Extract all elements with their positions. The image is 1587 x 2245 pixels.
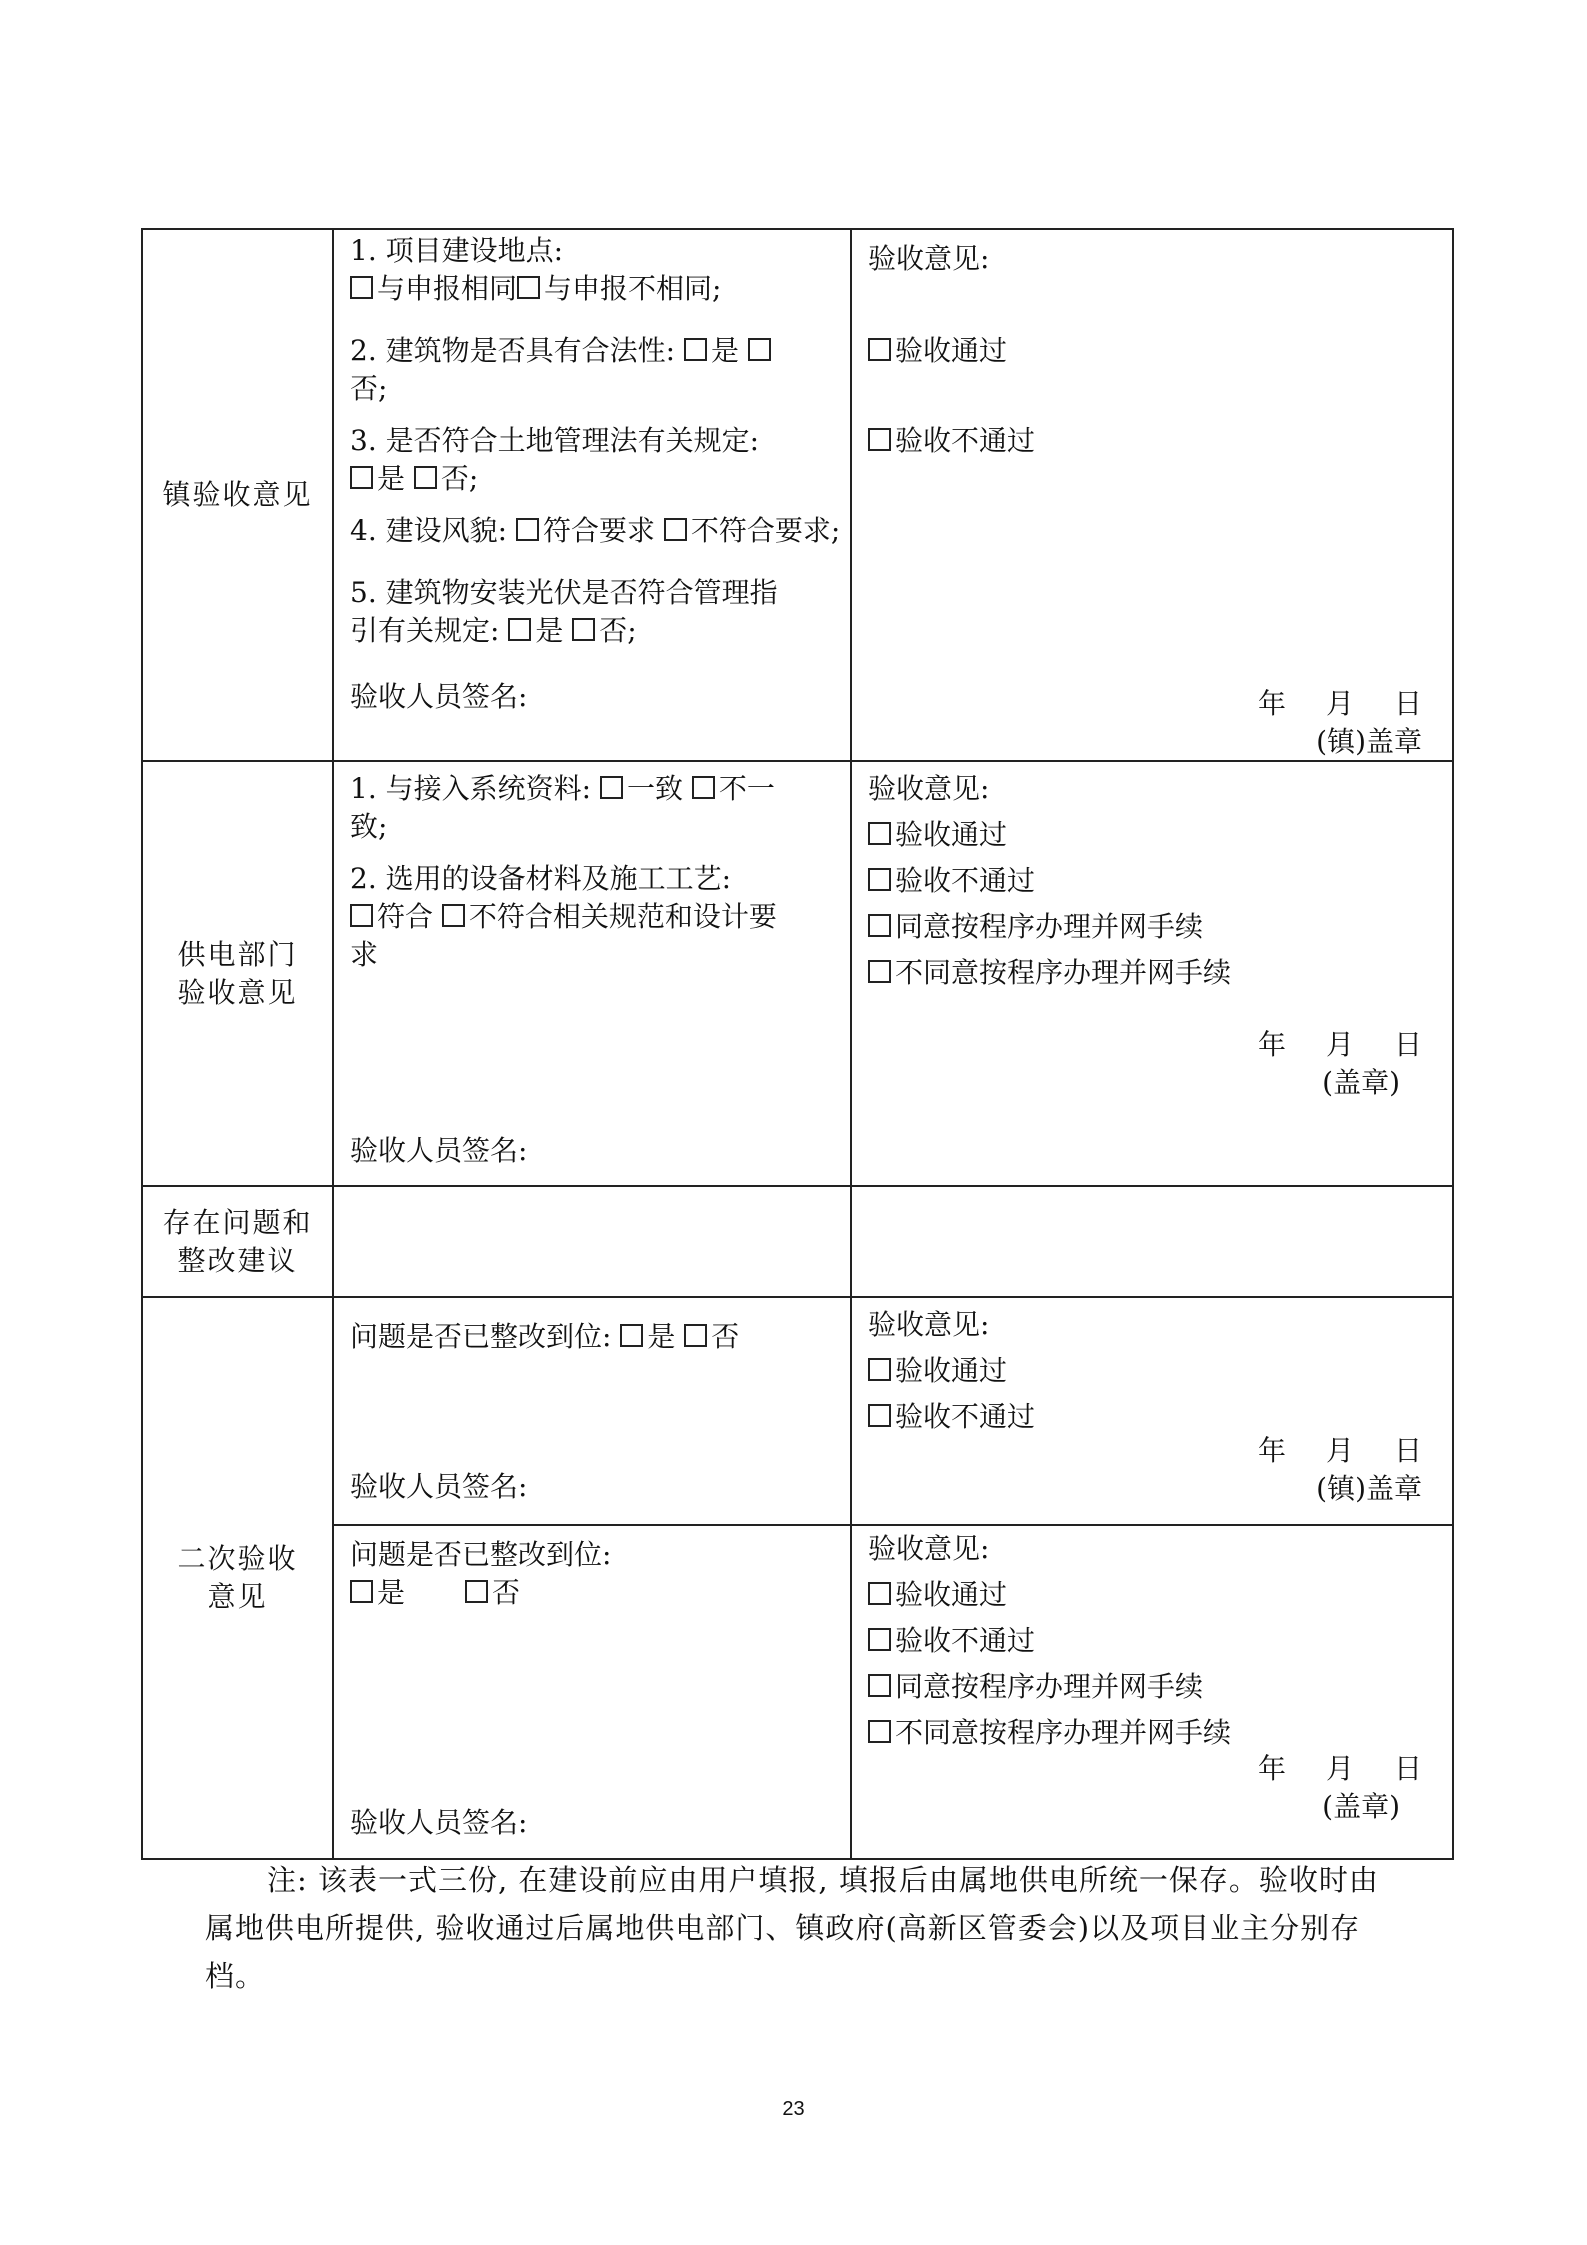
second-1-stamp: (镇)盖章 [1316, 1472, 1422, 1505]
power-row [142, 761, 1453, 1186]
issues-label-line2: 整改建议 [177, 1243, 298, 1277]
issues-label-line1: 存在问题和 [162, 1205, 313, 1239]
second-2-opinion-title: 验收意见: [868, 1532, 990, 1565]
second-1-opinion-cell [851, 1297, 1453, 1525]
power-label-line2: 验收意见 [177, 975, 298, 1009]
checkbox-power-fail[interactable] [868, 868, 891, 891]
power-label [142, 761, 333, 1186]
second-label [142, 1297, 333, 1859]
second-1-option-fail[interactable]: 验收不通过 [868, 1398, 1440, 1436]
town-label [142, 229, 333, 761]
checkbox-second-2-yes[interactable] [350, 1580, 373, 1603]
town-signature-label: 验收人员签名: [350, 680, 528, 713]
checkbox-style-noncompliant[interactable] [664, 518, 687, 541]
page-number: 23 [782, 2098, 805, 2120]
checkbox-pv-no[interactable] [572, 618, 595, 641]
second-2-option-reject-grid[interactable]: 不同意按程序办理并网手续 [868, 1714, 1440, 1752]
town-label-text: 镇验收意见 [162, 478, 313, 511]
second-2-stamp: (盖章) [1322, 1790, 1400, 1823]
town-item-5-options: 引有关规定: 是 否; [350, 614, 637, 647]
power-option-approve-grid[interactable]: 同意按程序办理并网手续 [868, 908, 1440, 946]
checkbox-town-fail[interactable] [868, 428, 891, 451]
checkbox-meets-spec[interactable] [350, 904, 373, 927]
power-opinion-cell [851, 761, 1453, 1186]
second-2-date: 年 月 日 [1257, 1752, 1422, 1785]
town-opinion-cell [851, 229, 1453, 761]
checkbox-style-compliant[interactable] [516, 518, 539, 541]
checkbox-town-pass[interactable] [868, 338, 891, 361]
checkbox-second-2-no[interactable] [465, 1580, 488, 1603]
checkbox-inconsistent[interactable] [692, 776, 715, 799]
town-item-1: 1. 项目建设地点: [350, 234, 564, 267]
town-item-2: 2. 建筑物是否具有合法性: 是 [350, 332, 838, 370]
second-2-opinion-cell [851, 1525, 1453, 1859]
second-1-opinion-title: 验收意见: [868, 1308, 990, 1341]
power-item-2-options: 符合 不符合相关规范和设计要 [350, 898, 838, 936]
second-row-1 [142, 1297, 1453, 1525]
checkbox-different-from-declared[interactable] [517, 276, 540, 299]
power-option-pass[interactable]: 验收通过 [868, 816, 1440, 854]
power-item-1: 1. 与接入系统资料: 一致 不一 [350, 772, 775, 805]
power-signature-label: 验收人员签名: [350, 1134, 528, 1167]
town-item-1-options: 与申报相同 与申报不相同; [350, 270, 838, 308]
town-stamp: (镇)盖章 [1316, 725, 1422, 758]
power-item-2: 2. 选用的设备材料及施工工艺: [350, 862, 732, 895]
checkbox-power-pass[interactable] [868, 822, 891, 845]
town-item-3: 3. 是否符合土地管理法有关规定: [350, 424, 760, 457]
second-label-line2: 意见 [207, 1580, 268, 1613]
checkbox-legal-yes[interactable] [684, 338, 707, 361]
power-opinion-title: 验收意见: [868, 772, 990, 805]
checkbox-second-2-fail[interactable] [868, 1628, 891, 1651]
second-1-date: 年 月 日 [1257, 1434, 1422, 1467]
issues-label [142, 1186, 333, 1297]
town-item-4: 4. 建设风貌: 符合要求 不符合要求; [350, 514, 841, 547]
checkbox-second-2-approve-grid[interactable] [868, 1674, 891, 1697]
town-option-pass[interactable]: 验收通过 [868, 332, 1440, 370]
checkbox-land-no[interactable] [414, 466, 437, 489]
second-2-option-fail[interactable]: 验收不通过 [868, 1622, 1440, 1660]
second-1-checklist-cell [333, 1297, 851, 1525]
town-item-3-options: 是 否; [350, 460, 838, 498]
power-option-reject-grid[interactable]: 不同意按程序办理并网手续 [868, 954, 1440, 992]
second-2-option-pass[interactable]: 验收通过 [868, 1576, 1440, 1614]
checkbox-second-1-no[interactable] [684, 1324, 707, 1347]
second-2-option-approve-grid[interactable]: 同意按程序办理并网手续 [868, 1668, 1440, 1706]
second-row-2 [142, 1525, 1453, 1859]
checkbox-power-approve-grid[interactable] [868, 914, 891, 937]
checkbox-power-reject-grid[interactable] [868, 960, 891, 983]
issues-opinion-cell[interactable] [851, 1186, 1453, 1297]
power-date: 年 月 日 [1257, 1028, 1422, 1061]
checkbox-same-as-declared[interactable] [350, 276, 373, 299]
second-2-checklist-cell [333, 1525, 851, 1859]
checkbox-second-2-reject-grid[interactable] [868, 1720, 891, 1743]
checkbox-consistent[interactable] [600, 776, 623, 799]
second-label-line1: 二次验收 [177, 1542, 298, 1575]
power-label-line1: 供电部门 [177, 937, 298, 971]
issues-input-cell[interactable] [333, 1186, 851, 1297]
power-item-2-cont: 求 [350, 938, 379, 971]
power-item-1-cont: 致; [350, 810, 388, 843]
town-item-5: 5. 建筑物安装光伏是否符合管理指 [350, 576, 778, 609]
town-option-fail[interactable]: 验收不通过 [868, 422, 1440, 460]
checkbox-second-1-pass[interactable] [868, 1358, 891, 1381]
footnote-text: 注: 该表一式三份, 在建设前应由用户填报, 填报后由属地供电所统一保存。验收时由属地供电所提供, 验收通过后属地供电部门、镇政府(高新区管委会)以及项目业主分别存档。 [205, 1863, 1379, 1993]
power-checklist-cell [333, 761, 851, 1186]
checkbox-not-meets-spec[interactable] [442, 904, 465, 927]
power-option-fail[interactable]: 验收不通过 [868, 862, 1440, 900]
second-1-option-pass[interactable]: 验收通过 [868, 1352, 1440, 1390]
town-date: 年 月 日 [1257, 687, 1422, 720]
checkbox-legal-no[interactable] [748, 338, 771, 361]
checkbox-land-yes[interactable] [350, 466, 373, 489]
checkbox-second-1-fail[interactable] [868, 1404, 891, 1427]
town-item-2-cont: 否; [350, 372, 388, 405]
town-checklist-cell [333, 229, 851, 761]
power-stamp: (盖章) [1322, 1066, 1400, 1099]
acceptance-form-table [141, 228, 1454, 1860]
second-2-options: 是 否 [350, 1574, 838, 1612]
footnote [205, 1856, 1395, 2000]
second-2-signature-label: 验收人员签名: [350, 1806, 528, 1839]
second-2-question: 问题是否已整改到位: [350, 1538, 612, 1571]
issues-row [142, 1186, 1453, 1297]
second-1-signature-label: 验收人员签名: [350, 1470, 528, 1503]
checkbox-pv-yes[interactable] [508, 618, 531, 641]
checkbox-second-2-pass[interactable] [868, 1582, 891, 1605]
town-row [142, 229, 1453, 761]
second-1-question: 问题是否已整改到位: 是 否 [350, 1320, 740, 1353]
town-opinion-title: 验收意见: [868, 242, 990, 275]
checkbox-second-1-yes[interactable] [620, 1324, 643, 1347]
